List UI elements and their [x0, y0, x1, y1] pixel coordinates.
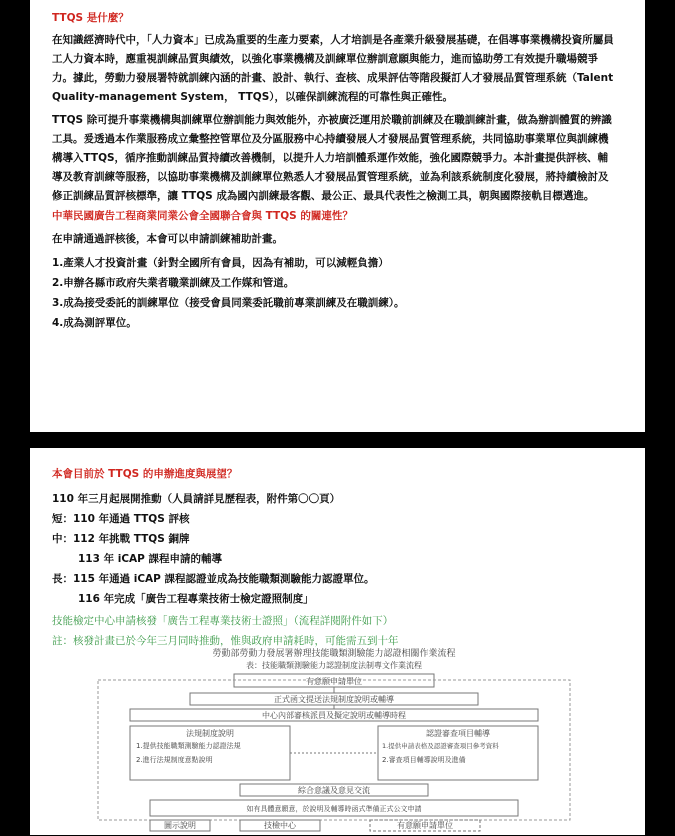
page1-content	[52, 6, 618, 333]
paragraph-ttqs-application: TTQS 除可提升事業機構與訓練單位辦訓能力與效能外，亦被廣泛運用於職前訓練及在職訓練計畫，做為辦訓體質的辨識工具。爰透過本作業服務成立彙整控管單位及分區服務中心持續發展人才發展品質管理系統，共同協助事業單位與訓練機構導入TTQS，循序推動訓練品質持續改善機制，以提升人力培訓體系運作效能，強化國際競爭力。本計畫提供評核、輔導及教育訓練等服務，以協助事業機構及訓練單位熟悉人才發展品質管理系統，並為利該系統制度化發展，將持續檢討及修正訓練品質評核標準，讓 TTQS 成為國內訓練最客觀、最公正、最具代表性之檢測工具，朝與國際接軌目標邁進。	[52, 114, 612, 202]
progress-line-icap: 113 年 iCAP 課程申請的輔導	[78, 553, 223, 565]
progress-line-short-term: 短：110 年通過 TTQS 評核	[52, 513, 190, 525]
relation-item-1: 1.產業人才投資計畫（針對全國所有會員，因為有補助，可以減輕負擔）	[52, 257, 389, 269]
progress-line-start: 110 年三月起展開推動（人員請詳見歷程表，附件第〇〇頁）	[52, 493, 341, 505]
flow-step-audit-2: 2.審查項目輔導說明及進備	[382, 756, 466, 764]
flow-step-regulation-1: 1.提供技能職類測驗能力認證法規	[136, 742, 241, 750]
flow-step-regulation-title: 法規制度說明	[186, 729, 234, 738]
flowchart-svg	[90, 646, 578, 832]
relation-item-3: 3.成為接受委託的訓練單位（接受會員同業委託職前專業訓練及在職訓練）。	[52, 297, 405, 309]
document-page-2	[30, 448, 645, 835]
flow-step-audit-title: 認證審查項目輔導	[426, 729, 490, 738]
page2-content	[52, 466, 618, 651]
certification-flowchart	[90, 646, 578, 832]
progress-line-license-system: 116 年完成「廣告工程專業技術士檢定證照制度」	[78, 593, 314, 605]
legend-label: 圖示說明	[164, 821, 196, 830]
relation-intro-text: 在申請通過評核後，本會可以申請訓練補助計畫。	[52, 233, 283, 245]
section-heading-association-relation: 中華民國廣告工程商業同業公會全國聯合會與 TTQS 的關連性？	[52, 210, 353, 222]
relation-item-2: 2.申辦各縣市政府失業者職業訓練及工作媒和管道。	[52, 277, 295, 289]
legend-applicant: 有意願申請單位	[397, 821, 453, 830]
legend-center: 技檢中心	[264, 821, 296, 830]
progress-line-mid-term: 中：112 年挑戰 TTQS 銅牌	[52, 533, 190, 545]
relation-item-4: 4.成為測評單位。	[52, 317, 137, 329]
flow-step-regulation-2: 2.進行法規制度意點說明	[136, 756, 213, 764]
flow-step-internal-review: 中心內部審核派員及擬定說明或輔導時程	[262, 711, 406, 720]
paragraph-ttqs-intro: 在知識經濟時代中，「人力資本」已成為重要的生產力要素，人才培訓是各產業升級發展基礎，在倡導事業機構投資所屬員工人力資本時，應重視訓練品質與績效，以強化事業機構及訓練單位辦訓意願與能力，進而協助勞工有效提升職場競爭力。據此，勞動力發展署特就訓練內涵的計畫、設計、執行、查核、成果評估等階段擬訂人才發展品質管理系統（Talent Quality-management System， TTQS），以確保訓練流程的可靠性與正確性。	[52, 34, 614, 103]
flow-step-applicant: 有意願申請單位	[306, 677, 362, 686]
section-heading-what-is-ttqs: TTQS 是什麼？	[52, 12, 129, 24]
flowchart-title: 勞動部勞動力發展署辦理技能職類測驗能力認證相關作業流程	[212, 649, 456, 659]
flow-step-formal-application: 如有具體意願意，於說明及輔導時函式準備正式公文申請	[246, 805, 422, 813]
section-heading-progress: 本會目前於 TTQS 的申辦進度與展望？	[52, 468, 238, 480]
flow-step-exchange: 綜合意議及意見交流	[298, 786, 370, 795]
flowchart-subtitle: 表：技能職類測驗能力認證制度法制專文作業流程	[246, 661, 422, 670]
note-license-application: 技能檢定中心申請核發「廣告工程專業技術士證照」（流程詳閱附件如下）	[52, 615, 394, 627]
flow-step-audit-1: 1.提供申請表格及認證審查項目參考資料	[382, 742, 499, 750]
document-page-1	[30, 0, 645, 432]
flow-step-formal-letter: 正式函文提送法規制度說明或輔導	[274, 695, 394, 704]
note-timeline: 註：核發計畫已於今年三月同時推動，惟與政府申請耗時，可能需五到十年	[52, 635, 399, 647]
progress-line-long-term: 長：115 年通過 iCAP 課程認證並成為技能職類測驗能力認證單位。	[52, 573, 375, 585]
